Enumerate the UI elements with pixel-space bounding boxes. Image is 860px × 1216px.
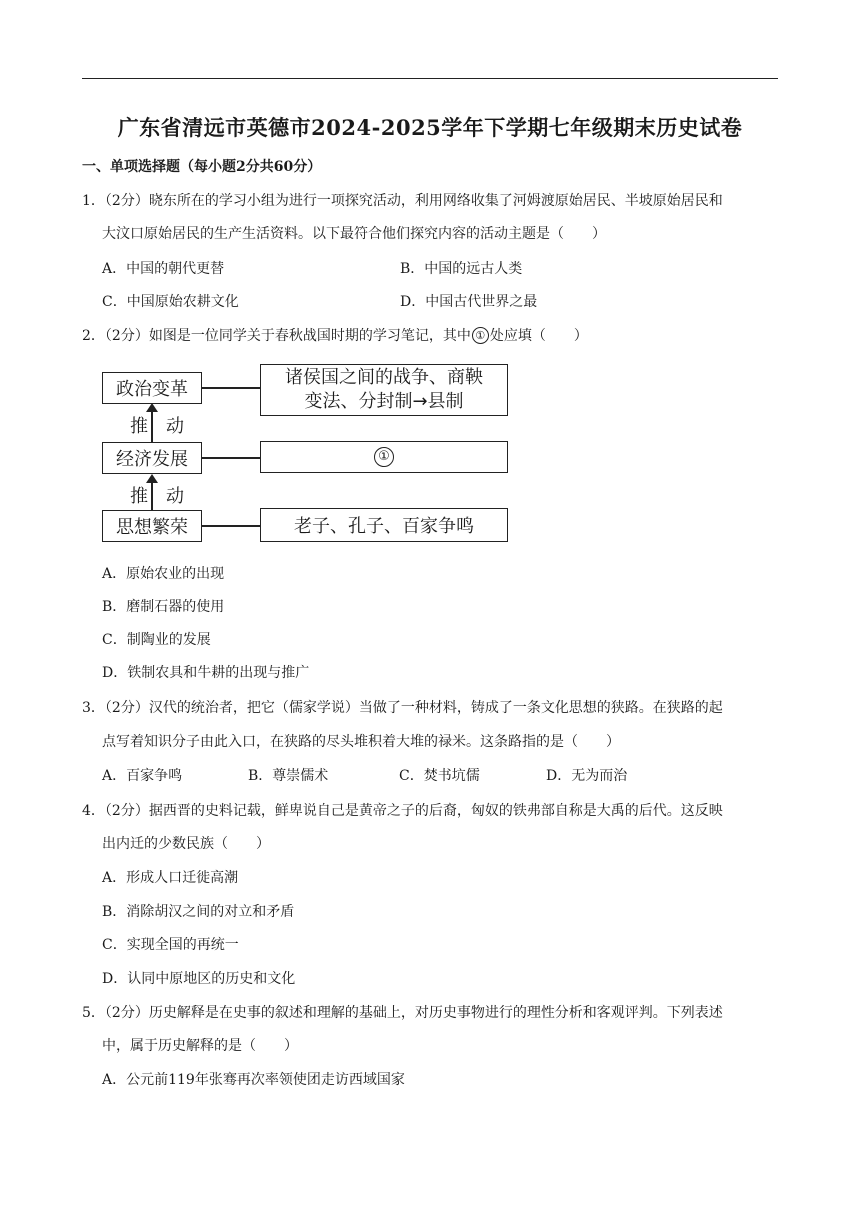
q3-stem-line1: 3．（2分）汉代的统治者，把它（儒家学说）当做了一种材料，铸成了一条文化思想的狭路。在狭路的起 [82, 700, 723, 716]
diagram-detail-politics-line2: 变法、分封制→县制 [304, 391, 464, 412]
q1-stem-line1: 1．（2分）晓东所在的学习小组为进行一项探究活动，利用网络收集了河姆渡原始居民、半坡原始居民和 [82, 193, 723, 209]
q2-stem-marker: ① [472, 327, 489, 344]
q1-option-a: A．中国的朝代更替 [102, 261, 225, 277]
diagram-box-politics: 政治变革 [102, 372, 202, 404]
q3-option-d: D．无为而治 [546, 768, 628, 784]
q2-stem [82, 325, 588, 345]
q2-option-b: B．磨制石器的使用 [102, 599, 225, 615]
section-heading: 一、单项选择题（每小题2分共60分） [82, 159, 322, 175]
page-title: 广东省清远市英德市2024-2025学年下学期七年级期末历史试卷 [117, 115, 743, 140]
diagram-box-economy: 经济发展 [102, 442, 202, 474]
q3-option-c: C．焚书坑儒 [399, 768, 480, 784]
diagram-arrow-label-1: 推 动 [130, 416, 184, 437]
q4-option-b: B．消除胡汉之间的对立和矛盾 [102, 904, 295, 920]
diagram-blank-marker: ① [374, 447, 394, 467]
diagram-detail-politics-line1: 诸侯国之间的战争、商鞅 [285, 367, 483, 388]
diagram-detail-politics [260, 364, 508, 416]
q4-option-a: A．形成人口迁徙高潮 [102, 870, 239, 886]
diagram-box-thought: 思想繁荣 [102, 510, 202, 542]
q4-stem-line1: 4．（2分）据西晋的史料记载，鲜卑说自己是黄帝之子的后裔，匈奴的铁弗部自称是大禹的后代。这反映 [82, 803, 723, 819]
q2-option-d: D．铁制农具和牛耕的出现与推广 [102, 665, 310, 681]
diagram-detail-thought: 老子、孔子、百家争鸣 [260, 508, 508, 542]
diagram-connector-2 [202, 457, 260, 459]
q1-option-c: C．中国原始农耕文化 [102, 294, 239, 310]
q3-option-b: B．尊崇儒术 [248, 768, 329, 784]
q4-option-c: C．实现全国的再统一 [102, 937, 239, 953]
q3-stem-line2: 点写着知识分子由此入口，在狭路的尽头堆积着大堆的禄米。这条路指的是（ ） [102, 734, 620, 750]
header-rule [82, 78, 778, 79]
q2-stem-post: 处应填（ ） [489, 328, 588, 344]
q2-stem-pre: 2．（2分）如图是一位同学关于春秋战国时期的学习笔记，其中 [82, 328, 471, 344]
q1-stem-line2: 大汶口原始居民的生产生活资料。以下最符合他们探究内容的活动主题是（ ） [102, 226, 606, 242]
q5-stem-line1: 5．（2分）历史解释是在史事的叙述和理解的基础上，对历史事物进行的理性分析和客观评判。下列表述 [82, 1005, 723, 1021]
q3-option-a: A．百家争鸣 [102, 768, 183, 784]
q5-option-a: A．公元前119年张骞再次率领使团走访西域国家 [102, 1072, 405, 1088]
diagram-detail-economy [260, 441, 508, 473]
notes-diagram [100, 362, 510, 544]
q5-stem-line2: 中，属于历史解释的是（ ） [102, 1038, 298, 1054]
diagram-connector-3 [202, 525, 260, 527]
q4-option-d: D．认同中原地区的历史和文化 [102, 971, 296, 987]
q1-option-d: D．中国古代世界之最 [400, 294, 538, 310]
diagram-connector-1 [202, 387, 260, 389]
q2-option-a: A．原始农业的出现 [102, 566, 225, 582]
q1-option-b: B．中国的远古人类 [400, 261, 523, 277]
diagram-arrow-label-2: 推 动 [130, 486, 184, 507]
q4-stem-line2: 出内迁的少数民族（ ） [102, 836, 270, 852]
q2-option-c: C．制陶业的发展 [102, 632, 211, 648]
